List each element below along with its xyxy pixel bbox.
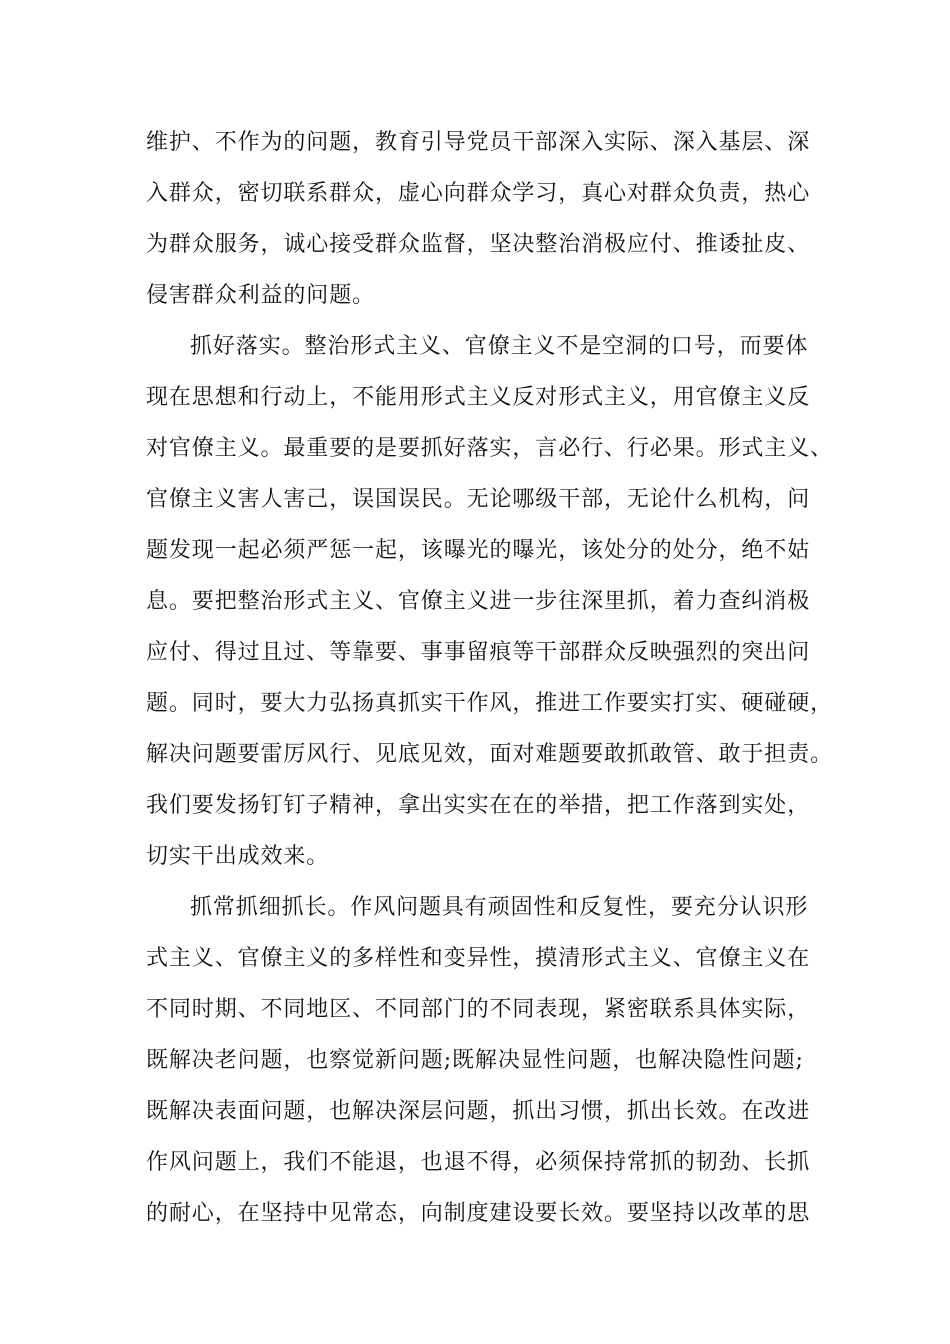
text-line: 为群众服务，诚心接受群众监督，坚决整治消极应付、推诿扯皮、 (146, 232, 811, 257)
text-line: 解决问题要雷厉风行、见底见效，面对难题要敢抓敢管、敢于担责。 (146, 742, 834, 767)
text-line: 我们要发扬钉钉子精神，拿出实实在在的举措，把工作落到实处， (146, 793, 811, 818)
text-line: 切实干出成效来。 (146, 844, 330, 869)
text-line: 维护、不作为的问题，教育引导党员干部深入实际、深入基层、深 (146, 130, 811, 155)
text-line: 作风问题上，我们不能退，也退不得，必须保持常抓的韧劲、长抓 (146, 1150, 811, 1175)
paragraph-2 (146, 321, 836, 882)
body-text (146, 117, 836, 1239)
text-line: 侵害群众利益的问题。 (146, 283, 376, 308)
text-line: 既解决老问题，也察觉新问题;既解决显性问题，也解决隐性问题; (146, 1048, 804, 1073)
text-line: 的耐心，在坚持中见常态，向制度建设要长效。要坚持以改革的思 (146, 1201, 811, 1226)
text-line: 抓好落实。整治形式主义、官僚主义不是空洞的口号，而要体 (190, 334, 809, 359)
text-line: 官僚主义害人害己，误国误民。无论哪级干部，无论什么机构，问 (146, 487, 811, 512)
text-line: 对官僚主义。最重要的是要抓好落实，言必行、行必果。形式主义、 (146, 436, 834, 461)
text-line: 题。同时，要大力弘扬真抓实干作风，推进工作要实打实、硬碰硬， (146, 691, 834, 716)
text-line: 入群众，密切联系群众，虚心向群众学习，真心对群众负责，热心 (146, 181, 811, 206)
text-line: 抓常抓细抓长。作风问题具有顽固性和反复性，要充分认识形 (190, 895, 809, 920)
paragraph-1 (146, 117, 836, 321)
text-line: 既解决表面问题，也解决深层问题，抓出习惯，抓出长效。在改进 (146, 1099, 811, 1124)
text-line: 应付、得过且过、等靠要、事事留痕等干部群众反映强烈的突出问 (146, 640, 811, 665)
text-line: 不同时期、不同地区、不同部门的不同表现，紧密联系具体实际， (146, 997, 811, 1022)
text-line: 现在思想和行动上，不能用形式主义反对形式主义，用官僚主义反 (146, 385, 811, 410)
text-line: 题发现一起必须严惩一起，该曝光的曝光，该处分的处分，绝不姑 (146, 538, 811, 563)
paragraph-3 (146, 882, 836, 1239)
text-line: 式主义、官僚主义的多样性和变异性，摸清形式主义、官僚主义在 (146, 946, 811, 971)
text-line: 息。要把整治形式主义、官僚主义进一步往深里抓，着力查纠消极 (146, 589, 811, 614)
